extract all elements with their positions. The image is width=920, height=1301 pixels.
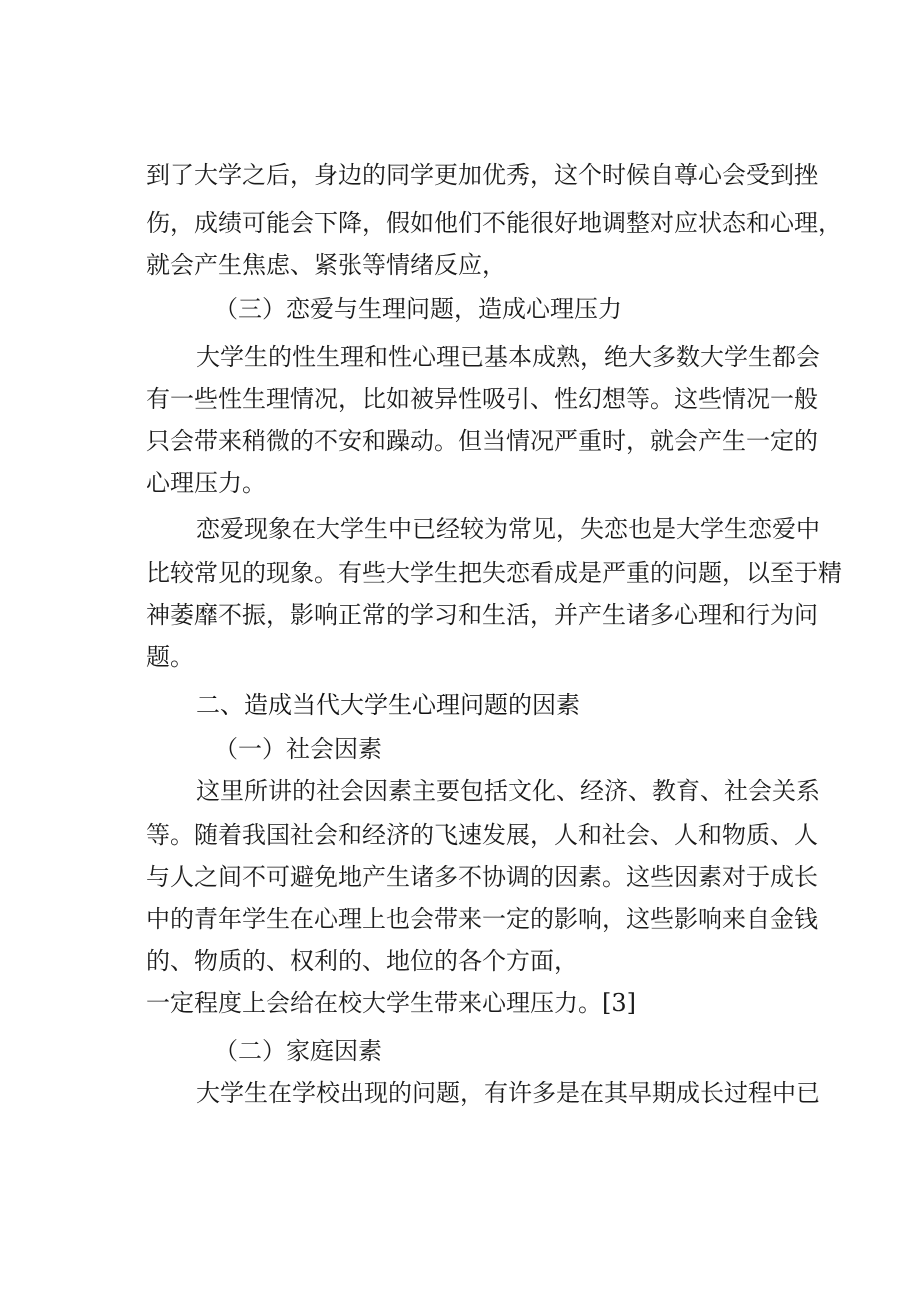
paragraph-line: 大学生的性生理和性心理已基本成熟，绝大多数大学生都会 bbox=[196, 343, 820, 371]
paragraph-line: 比较常见的现象。有些大学生把失恋看成是严重的问题，以至于精 bbox=[146, 559, 842, 587]
paragraph-line: 大学生在学校出现的问题，有许多是在其早期成长过程中已 bbox=[196, 1079, 820, 1107]
paragraph-line: 有一些性生理情况，比如被异性吸引、性幻想等。这些情况一般 bbox=[146, 385, 818, 413]
subsection-heading-1: （一）社会因素 bbox=[214, 735, 382, 763]
paragraph-line: 只会带来稍微的不安和躁动。但当情况严重时，就会产生一定的 bbox=[146, 427, 818, 455]
paragraph-line: 等。随着我国社会和经济的飞速发展，人和社会、人和物质、人 bbox=[146, 821, 818, 849]
paragraph-line: 一定程度上会给在校大学生带来心理压力。[3] bbox=[146, 989, 636, 1017]
paragraph-line: 的、物质的、权利的、地位的各个方面， bbox=[146, 947, 578, 975]
text-line: 到了大学之后，身边的同学更加优秀，这个时候自尊心会受到挫 bbox=[146, 161, 818, 189]
subsection-heading-2: （二）家庭因素 bbox=[214, 1037, 382, 1065]
text-line: 就会产生焦虑、紧张等情绪反应， bbox=[146, 251, 506, 279]
paragraph-line: 心理压力。 bbox=[146, 469, 266, 497]
section-heading: 二、造成当代大学生心理问题的因素 bbox=[196, 691, 580, 719]
paragraph-line: 这里所讲的社会因素主要包括文化、经济、教育、社会关系 bbox=[196, 777, 820, 805]
paragraph-line: 与人之间不可避免地产生诸多不协调的因素。这些因素对于成长 bbox=[146, 863, 818, 891]
text-line: 伤，成绩可能会下降，假如他们不能很好地调整对应状态和心理， bbox=[146, 209, 842, 237]
paragraph-line: 恋爱现象在大学生中已经较为常见，失恋也是大学生恋爱中 bbox=[196, 515, 820, 543]
paragraph-line: 中的青年学生在心理上也会带来一定的影响，这些影响来自金钱 bbox=[146, 905, 818, 933]
paragraph-line: 神萎靡不振，影响正常的学习和生活，并产生诸多心理和行为问 bbox=[146, 601, 818, 629]
subsection-heading-3: （三）恋爱与生理问题，造成心理压力 bbox=[214, 295, 622, 323]
paragraph-line: 题。 bbox=[146, 643, 194, 671]
